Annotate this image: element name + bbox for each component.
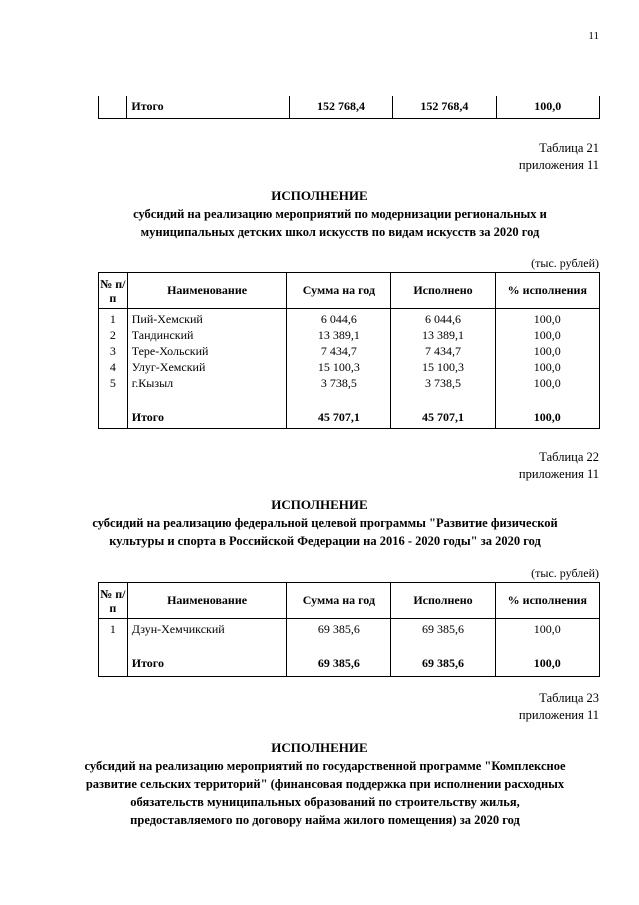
t22-col-done — [391, 619, 495, 677]
table-row-no: 4 — [109, 360, 116, 374]
table-row-sum: 15 100,3 — [317, 360, 360, 374]
table-row-no: 1 — [109, 312, 116, 326]
t21-total-done: 45 707,1 — [421, 410, 464, 424]
t22-table — [98, 582, 600, 677]
page-number: 11 — [588, 30, 599, 42]
table-row-no: 2 — [109, 328, 116, 342]
t21-header-done: Исполнено — [391, 273, 495, 309]
table-row-pct: 100,0 — [533, 328, 561, 342]
top-total-sum: 152 768,4 — [289, 96, 392, 118]
t21-caption-1: Таблица 21 — [539, 141, 599, 155]
t22-subtitle-2: культуры и спорта в Российской Федерации на 2016 - 2020 годы" за 2020 год — [109, 534, 541, 548]
table-row-pct: 100,0 — [533, 376, 561, 390]
t23-subtitle-1: субсидий на реализацию мероприятий по государственной программе "Комплексное — [84, 759, 566, 773]
top-total-pct: 100,0 — [496, 96, 599, 118]
t21-header-sum: Сумма на год — [287, 273, 391, 309]
t23-caption-1: Таблица 23 — [539, 691, 599, 705]
table-row-sum: 6 044,6 — [320, 312, 357, 326]
table-row-done: 7 434,7 — [424, 344, 461, 358]
t22-units: (тыс. рублей) — [531, 566, 599, 580]
top-total-table — [98, 96, 600, 119]
t22-col-pct — [495, 619, 599, 677]
t21-header-no: № п/п — [99, 273, 128, 309]
t22-caption-1: Таблица 22 — [539, 450, 599, 464]
t21-units: (тыс. рублей) — [531, 256, 599, 270]
t21-col-sum — [287, 309, 391, 429]
table-row-name: Улуг-Хемский — [131, 360, 206, 374]
table-row-no: 3 — [109, 344, 116, 358]
table-row-done: 6 044,6 — [424, 312, 461, 326]
t22-total-label: Итого — [131, 656, 164, 670]
t22-header-no: № п/п — [99, 583, 128, 619]
t21-caption-2: приложения 11 — [518, 158, 599, 172]
t21-total-sum: 45 707,1 — [317, 410, 360, 424]
table-row-pct: 100,0 — [533, 360, 561, 374]
t21-total-pct: 100,0 — [533, 410, 561, 424]
t23-title: ИСПОЛНЕНИЕ — [271, 740, 368, 755]
table-row-pct: 100,0 — [533, 622, 561, 636]
t21-caption — [399, 140, 599, 174]
table-row-sum: 7 434,7 — [320, 344, 357, 358]
t22-total-pct: 100,0 — [533, 656, 561, 670]
table-row-no: 1 — [109, 622, 116, 636]
table-row-name: г.Кызыл — [131, 376, 174, 390]
t21-table — [98, 272, 600, 429]
table-row-name: Тере-Хольский — [131, 344, 209, 358]
t22-header-done: Исполнено — [391, 583, 495, 619]
table-row-sum: 3 738,5 — [320, 376, 357, 390]
table-row-done: 3 738,5 — [424, 376, 461, 390]
t21-subtitle — [40, 205, 639, 241]
t23-subtitle — [10, 757, 639, 829]
table-row-sum: 13 389,1 — [317, 328, 360, 342]
t21-subtitle-1: субсидий на реализацию мероприятий по модернизации региональных и — [133, 207, 547, 221]
t21-subtitle-2: муниципальных детских школ искусств по видам искусств за 2020 год — [140, 225, 540, 239]
t22-col-name — [127, 619, 287, 677]
t23-subtitle-3: обязательств муниципальных образований по строительству жилья, — [130, 795, 520, 809]
top-total-label: Итого — [127, 96, 289, 118]
t23-caption — [399, 690, 599, 724]
t22-subtitle-1: субсидий на реализацию федеральной целевой программы "Развитие физической — [92, 516, 558, 530]
table-row-sum: 69 385,6 — [317, 622, 360, 636]
t21-col-no — [99, 309, 128, 429]
t22-header-pct: % исполнения — [495, 583, 599, 619]
t22-total-sum: 69 385,6 — [317, 656, 360, 670]
t21-col-name — [127, 309, 287, 429]
t22-header-sum: Сумма на год — [287, 583, 391, 619]
t21-col-done — [391, 309, 495, 429]
t21-total-label: Итого — [131, 410, 164, 424]
t21-header-name: Наименование — [127, 273, 287, 309]
table-row-done: 69 385,6 — [421, 622, 464, 636]
t22-total-done: 69 385,6 — [421, 656, 464, 670]
t22-title: ИСПОЛНЕНИЕ — [271, 497, 368, 512]
table-row-done: 13 389,1 — [421, 328, 464, 342]
top-total-done: 152 768,4 — [393, 96, 496, 118]
t22-col-no — [99, 619, 128, 677]
table-row-name: Пий-Хемский — [131, 312, 203, 326]
table-row-name: Дзун-Хемчикский — [131, 622, 225, 636]
t21-header-pct: % исполнения — [495, 273, 599, 309]
table-row-done: 15 100,3 — [421, 360, 464, 374]
t23-subtitle-4: предоставляемого по договору найма жилого помещения) за 2020 год — [130, 813, 520, 827]
t22-subtitle — [10, 514, 639, 550]
t23-caption-2: приложения 11 — [518, 708, 599, 722]
table-row-pct: 100,0 — [533, 312, 561, 326]
t21-col-pct — [495, 309, 599, 429]
t21-title: ИСПОЛНЕНИЕ — [271, 188, 368, 203]
t22-caption — [399, 449, 599, 483]
t22-caption-2: приложения 11 — [518, 467, 599, 481]
t22-col-sum — [287, 619, 391, 677]
table-row-no: 5 — [109, 376, 116, 390]
t22-header-name: Наименование — [127, 583, 287, 619]
table-row-pct: 100,0 — [533, 344, 561, 358]
table-row-name: Тандинский — [131, 328, 194, 342]
t23-subtitle-2: развитие сельских территорий" (финансовая поддержка при исполнении расходных — [85, 777, 565, 791]
